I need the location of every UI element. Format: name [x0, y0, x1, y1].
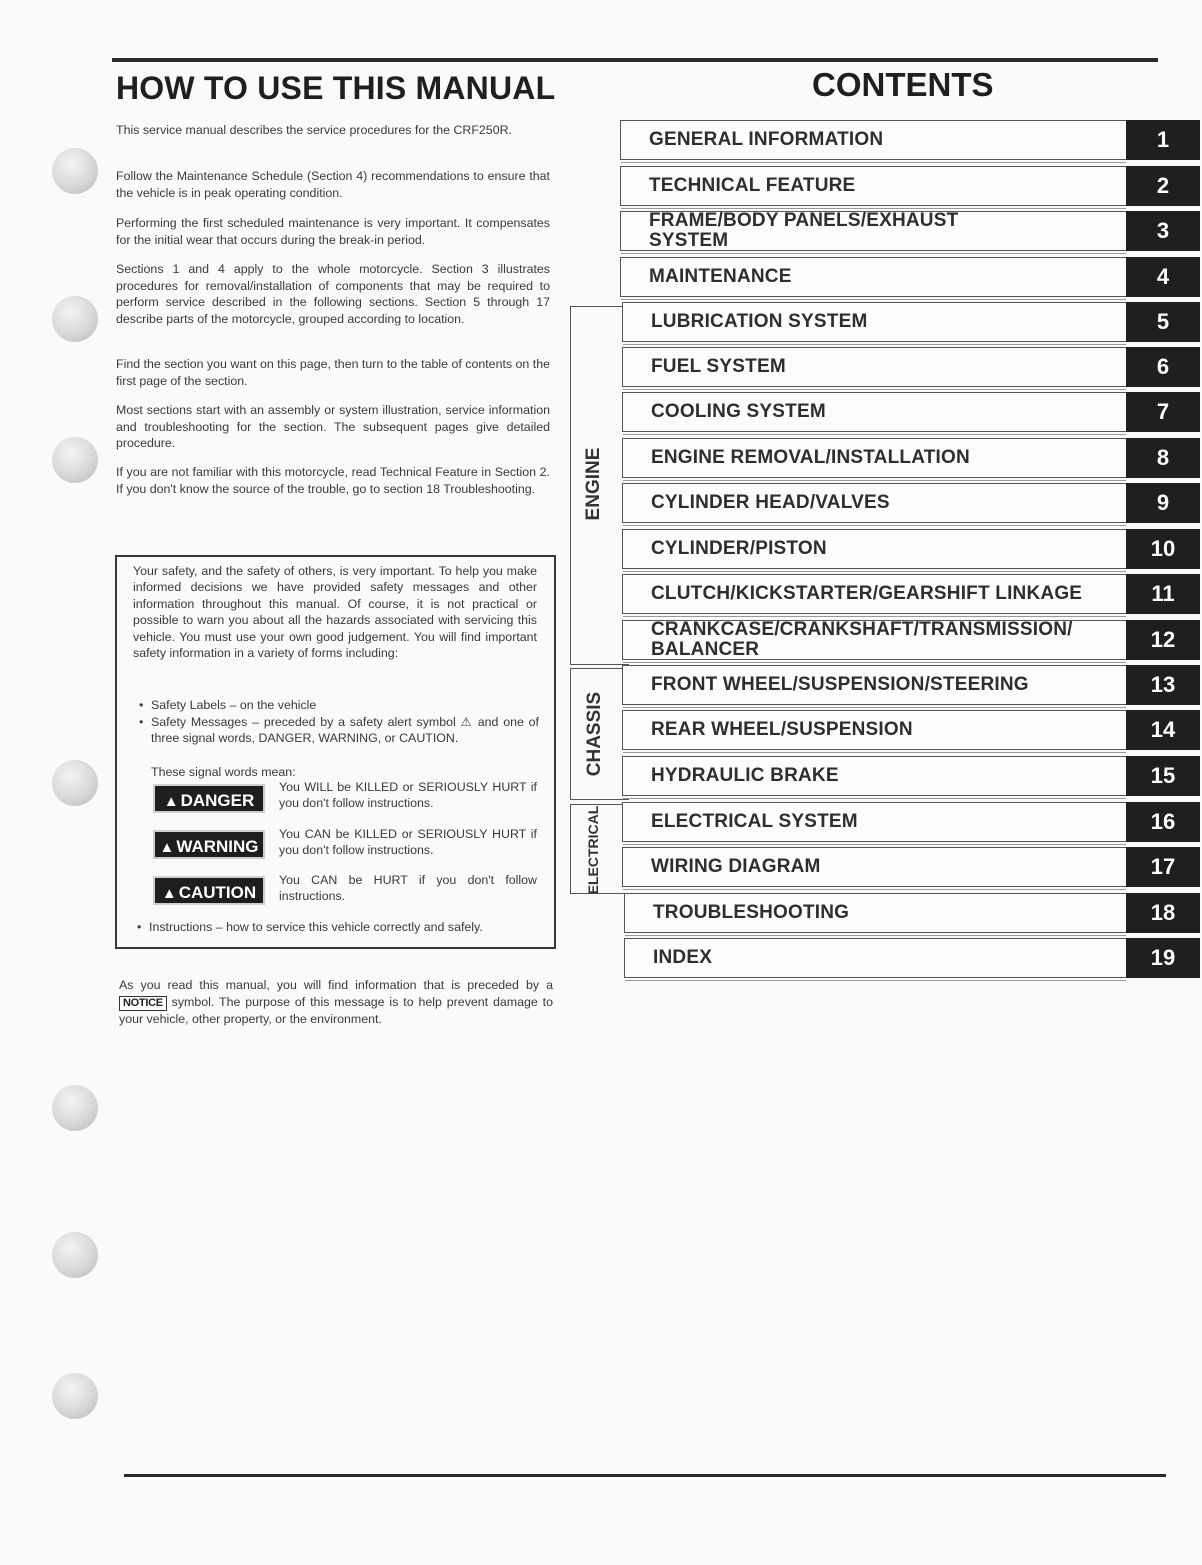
binder-hole	[52, 148, 98, 194]
toc-label: ENGINE REMOVAL/INSTALLATION	[651, 447, 970, 468]
toc-label: GENERAL INFORMATION	[649, 129, 884, 150]
toc-item-18[interactable]	[624, 893, 1200, 933]
notice-post-text: symbol. The purpose of this message is to help prevent damage to your vehicle, other property, or the environment.	[119, 995, 553, 1026]
intro-paragraph: This service manual describes the service procedures for the CRF250R.	[116, 123, 512, 137]
toc-label: CYLINDER HEAD/VALVES	[651, 492, 890, 513]
bullet-text: Safety Messages – preceded by a safety alert symbol ⚠ and one of three signal words, DANGER, WARNING, or CAUTION.	[151, 715, 539, 746]
toc-item-19[interactable]	[624, 938, 1200, 978]
chassis-group-label: CHASSIS	[584, 691, 605, 777]
toc-number: 19	[1126, 938, 1200, 978]
toc-item-8[interactable]	[622, 438, 1200, 478]
toc-item-12[interactable]	[622, 620, 1200, 660]
toc-number: 17	[1126, 847, 1200, 887]
toc-label: REAR WHEEL/SUSPENSION	[651, 719, 913, 740]
engine-group-label: ENGINE	[583, 447, 604, 521]
warning-text-label: WARNING	[176, 837, 259, 856]
toc-number: 6	[1126, 347, 1200, 387]
caution-label	[153, 876, 265, 905]
toc-item-3[interactable]	[620, 211, 1200, 251]
sections-paragraph: Sections 1 and 4 apply to the whole motorcycle. Section 3 illustrates procedures for removal/installation of components that may be required to perform service described in the following sections. Section 5 through 17 describe parts of the motorcycle, grouped according to location.	[116, 262, 550, 326]
toc-label: CLUTCH/KICKSTARTER/GEARSHIFT LINKAGE	[651, 583, 1083, 604]
toc-number: 5	[1126, 302, 1200, 342]
toc-number: 8	[1126, 438, 1200, 478]
toc-number: 10	[1126, 529, 1200, 569]
toc-label: CRANKCASE/CRANKSHAFT/TRANSMISSION/ BALANCER	[651, 619, 1073, 660]
troubleshooting-paragraph: If you are not familiar with this motorcycle, read Technical Feature in Section 2. If you don't know the source of the trouble, go to section 18 Troubleshooting.	[116, 465, 550, 496]
toc-label: FRONT WHEEL/SUSPENSION/STEERING	[651, 674, 1029, 695]
toc-number: 4	[1126, 257, 1200, 297]
maintenance-paragraph: Follow the Maintenance Schedule (Section 4) recommendations to ensure that the vehicle is in peak operating condition.	[116, 169, 550, 200]
safety-bullet-messages: • Safety Messages – preceded by a safety alert symbol ⚠ and one of three signal words, DANGER, WARNING, or CAUTION.	[139, 715, 539, 746]
toc-item-7[interactable]	[622, 392, 1200, 432]
toc-item-15[interactable]	[622, 756, 1200, 796]
section-structure-paragraph: Most sections start with an assembly or system illustration, service information and troubleshooting for the section. The subsequent pages give detailed procedure.	[116, 403, 550, 450]
toc-label: TROUBLESHOOTING	[653, 902, 850, 923]
warning-description: You CAN be KILLED or SERIOUSLY HURT if you don't follow instructions.	[279, 827, 537, 857]
danger-text-label: DANGER	[180, 791, 255, 810]
toc-number: 1	[1126, 120, 1200, 160]
toc-item-10[interactable]	[622, 529, 1200, 569]
caution-text-label: CAUTION	[178, 883, 257, 902]
toc-number: 12	[1126, 620, 1200, 660]
toc-item-11[interactable]	[622, 574, 1200, 614]
notice-paragraph	[119, 977, 553, 1028]
toc-number: 15	[1126, 756, 1200, 796]
binder-hole	[52, 437, 98, 483]
toc-number: 9	[1126, 483, 1200, 523]
toc-item-5[interactable]	[622, 302, 1200, 342]
binder-hole	[52, 1373, 98, 1419]
toc-number: 7	[1126, 392, 1200, 432]
toc-item-2[interactable]	[620, 166, 1200, 206]
binder-hole	[52, 1085, 98, 1131]
toc-number: 13	[1126, 665, 1200, 705]
binder-hole	[52, 760, 98, 806]
contents-title: CONTENTS	[812, 66, 994, 103]
danger-label	[153, 784, 265, 813]
electrical-group-label: ELECTRICAL	[585, 805, 601, 895]
toc-label: CYLINDER/PISTON	[651, 538, 827, 559]
toc-label: INDEX	[653, 947, 713, 968]
toc-item-13[interactable]	[622, 665, 1200, 705]
toc-label: LUBRICATION SYSTEM	[651, 311, 868, 332]
toc-label: MAINTENANCE	[649, 266, 792, 287]
toc-label: ELECTRICAL SYSTEM	[651, 811, 858, 832]
toc-label: HYDRAULIC BRAKE	[651, 765, 839, 786]
danger-description: You WILL be KILLED or SERIOUSLY HURT if you don't follow instructions.	[279, 780, 537, 810]
signal-intro-text: These signal words mean:	[151, 765, 296, 779]
toc-label: COOLING SYSTEM	[651, 401, 826, 422]
toc-label: FUEL SYSTEM	[651, 356, 786, 377]
binder-hole	[52, 296, 98, 342]
notice-badge: NOTICE	[119, 996, 167, 1011]
alert-icon: ▲	[159, 839, 175, 856]
bullet-text: Safety Labels – on the vehicle	[151, 698, 317, 712]
toc-item-14[interactable]	[622, 710, 1200, 750]
toc-number: 16	[1126, 802, 1200, 842]
toc-number: 2	[1126, 166, 1200, 206]
page-title: HOW TO USE THIS MANUAL	[116, 70, 556, 106]
safety-bullet-labels: • Safety Labels – on the vehicle	[139, 697, 539, 713]
bullet-text: Instructions – how to service this vehicle correctly and safely.	[149, 920, 483, 934]
toc-number: 11	[1126, 574, 1200, 614]
alert-icon: ▲	[163, 793, 179, 810]
caution-description: You CAN be HURT if you don't follow instructions.	[279, 873, 537, 903]
find-section-paragraph: Find the section you want on this page, then turn to the table of contents on the first page of the section.	[116, 357, 550, 388]
toc-label: FRAME/BODY PANELS/EXHAUST SYSTEM	[649, 210, 959, 251]
safety-intro: Your safety, and the safety of others, is very important. To help you make informed decisions we have provided safety messages and other information throughout this manual. Of course, it is not practical or possible to warn you about all the hazards associated with servicing this vehicle. You must use your own good judgement. You will find important safety information in a variety of forms including:	[133, 564, 537, 661]
toc-item-4[interactable]	[620, 257, 1200, 297]
binder-hole	[52, 1232, 98, 1278]
warning-label	[153, 830, 265, 859]
toc-item-9[interactable]	[622, 483, 1200, 523]
notice-pre-text: As you read this manual, you will find information that is preceded by a	[119, 978, 553, 992]
first-maintenance-paragraph: Performing the first scheduled maintenance is very important. It compensates for the initial wear that occurs during the break-in period.	[116, 216, 550, 247]
toc-number: 14	[1126, 710, 1200, 750]
toc-item-17[interactable]	[622, 847, 1200, 887]
safety-box	[115, 555, 556, 949]
toc-label: WIRING DIAGRAM	[651, 856, 821, 877]
top-rule	[112, 58, 1158, 62]
toc-item-1[interactable]	[620, 120, 1200, 160]
toc-label: TECHNICAL FEATURE	[649, 175, 856, 196]
safety-bullet-instructions: • Instructions – how to service this vehicle correctly and safely.	[137, 919, 537, 935]
toc-item-16[interactable]	[622, 802, 1200, 842]
toc-number: 18	[1126, 893, 1200, 933]
signal-intro	[139, 764, 539, 780]
alert-icon: ▲	[161, 885, 177, 902]
toc-number: 3	[1126, 211, 1200, 251]
bottom-rule	[124, 1474, 1166, 1477]
toc-item-6[interactable]	[622, 347, 1200, 387]
